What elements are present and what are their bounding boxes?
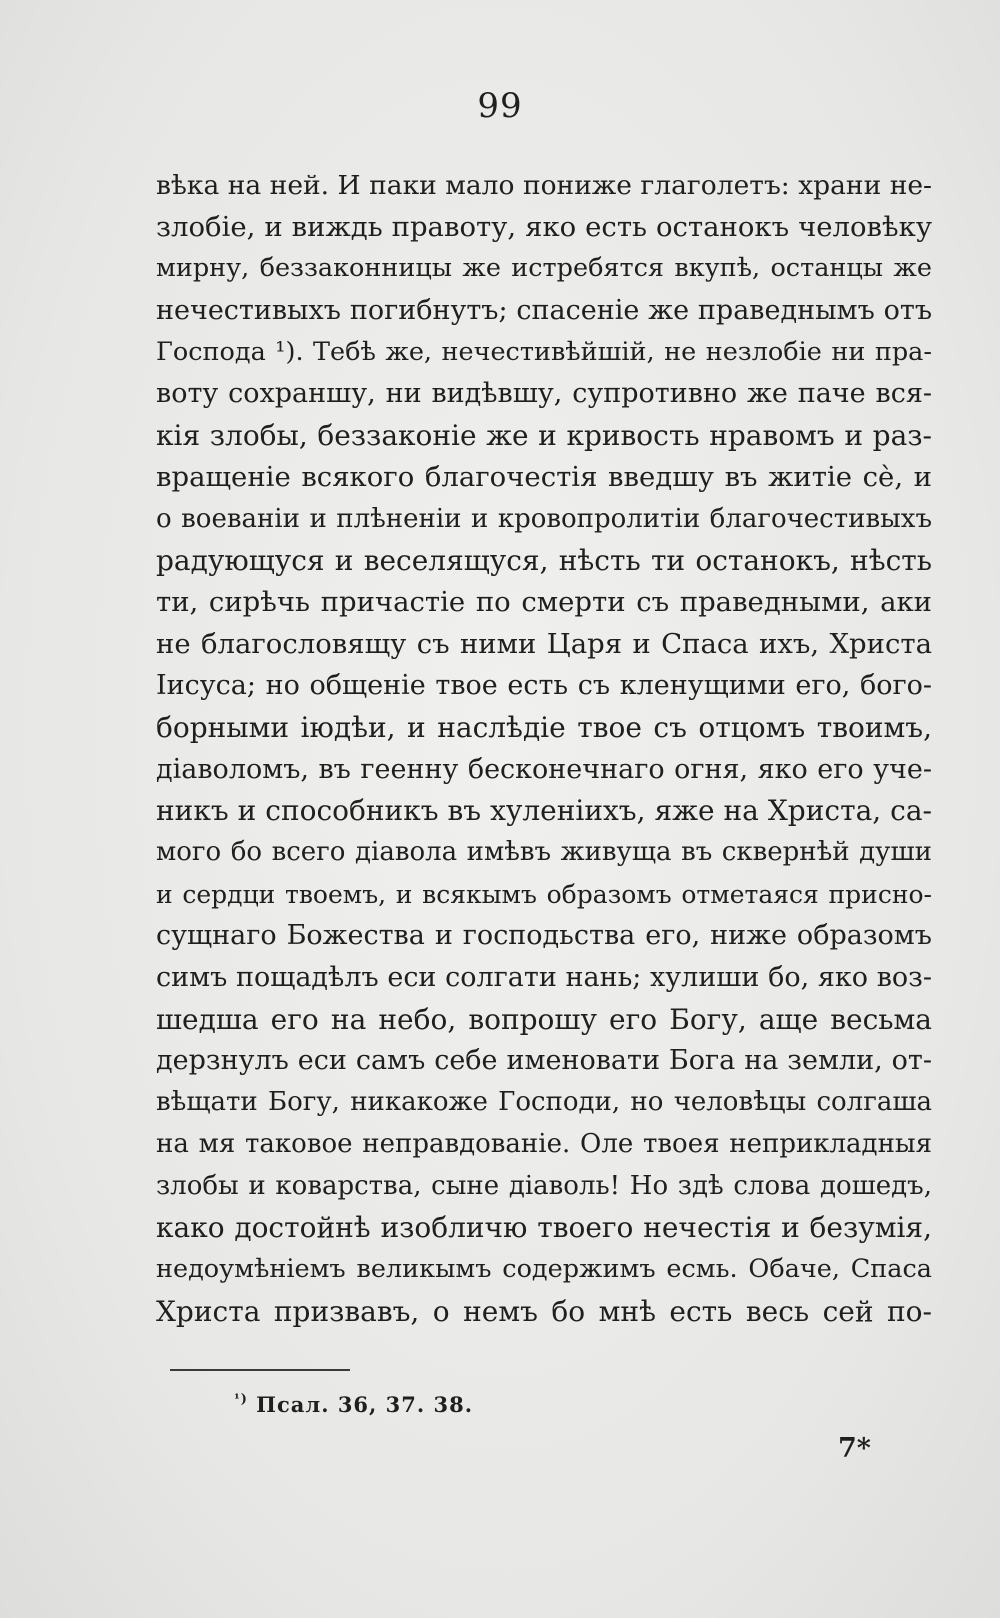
text-line: и сердци твоемъ, и всякымъ образомъ отметаяся присно- — [156, 879, 932, 909]
text-line: вѣщати Богу, никакоже Господи, но человѣцы солгаша — [156, 1087, 932, 1118]
text-line: мирну, беззаконницы же истребятся вкупѣ, останцы же — [156, 253, 932, 284]
text-line: како достойнѣ изобличю твоего нечестія и безумія, — [156, 1211, 932, 1245]
text-line: воту сохраншу, ни видѣвшу, супротивно же паче вся- — [156, 378, 932, 410]
footnote — [234, 1392, 473, 1417]
text-line: никъ и способникъ въ хуленіихъ, яже на Христа, са- — [156, 794, 932, 828]
text-line: злобіе, и виждь правоту, яко есть останокъ человѣку — [156, 210, 932, 243]
footnote-marker: ¹) — [234, 1392, 248, 1407]
text-line: сущнаго Божества и господьства его, ниже образомъ — [156, 920, 932, 952]
text-line: шедша его на небо, вопрошу его Богу, аще весьма — [156, 1002, 932, 1036]
text-line: вращеніе всякого благочестія введшу въ житіе сѐ, и — [156, 460, 932, 493]
text-line: Христа призвавъ, о немъ бо мнѣ есть весь сей по- — [156, 1294, 932, 1328]
text-line: не благословящу съ ними Царя и Спаса ихъ, Христа — [156, 627, 932, 660]
text-line: ти, сирѣчь причастіе по смерти съ праведными, аки — [156, 585, 932, 618]
text-line: дерзнулъ еси самъ себе именовати Бога на земли, от- — [156, 1045, 932, 1077]
text-line: на мя таковое неправдованіе. Оле твоея неприкладныя — [156, 1128, 932, 1159]
footnote-divider — [170, 1369, 350, 1371]
text-line: мого бо всего діавола имѣвъ живуща въ сквернѣй души — [156, 837, 932, 867]
body-text — [156, 165, 932, 1332]
footnote-text: Псал. 36, 37. 38. — [256, 1392, 474, 1417]
text-line: кія злобы, беззаконіе же и кривость нравомъ и раз- — [156, 419, 932, 453]
text-line: вѣка на ней. И паки мало пониже глаголетъ: храни не- — [156, 170, 932, 201]
signature-mark: 7* — [838, 1433, 871, 1464]
text-line: недоумѣніемъ великымъ содержимъ есмь. Обаче, Спаса — [156, 1253, 932, 1284]
text-line: симъ пощадѣлъ еси солгати нань; хулиши бо, яко воз- — [156, 962, 932, 994]
text-line: борными іюдѣи, и наслѣдіе твое съ отцомъ твоимъ, — [156, 710, 932, 744]
page-number: 99 — [477, 86, 523, 126]
text-line: нечестивыхъ погибнутъ; спасеніе же праведнымъ отъ — [156, 295, 932, 327]
text-line: о воеваніи и плѣненіи и кровопролитіи благочестивыхъ — [156, 503, 932, 534]
text-line: злобы и коварства, сыне діаволь! Но здѣ слова дошедъ, — [156, 1170, 932, 1201]
text-line: радующуся и веселящуся, нѣсть ти останокъ, нѣсть — [156, 544, 932, 578]
text-line: Іисуса; но общеніе твое есть съ кленущими его, бого- — [156, 670, 932, 702]
text-line: діаволомъ, въ геенну бесконечнаго огня, яко его уче- — [156, 753, 932, 785]
text-line: Господа ¹). Тебѣ же, нечестивѣйшій, не незлобіе ни пра- — [156, 336, 932, 367]
